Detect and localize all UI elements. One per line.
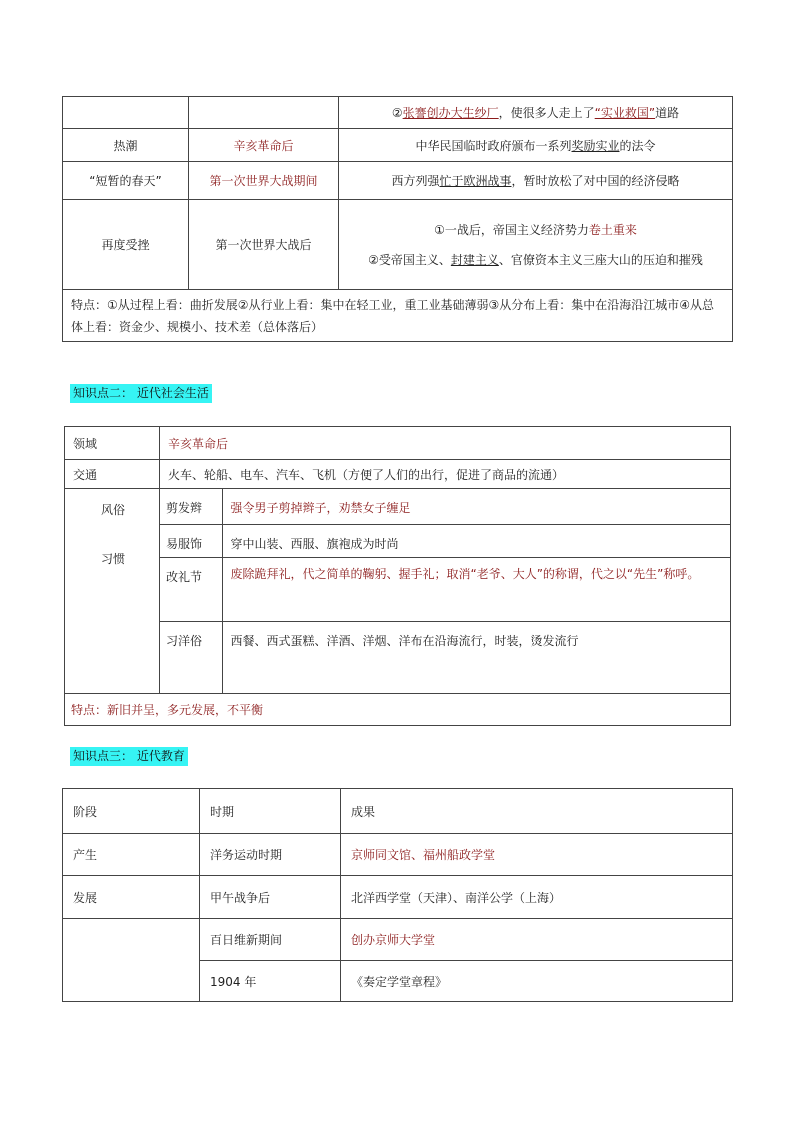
cell: 易服饰	[160, 524, 222, 557]
cell: 强令男子剪掉辫子，劝禁女子缠足	[222, 489, 730, 524]
text: 张謇创办大生纱厂	[402, 106, 499, 120]
industry-table	[62, 96, 733, 342]
table-row	[63, 290, 733, 342]
cell: 产生	[63, 834, 200, 876]
cell: 甲午战争后	[200, 876, 341, 919]
section-heading: 知识点二： 近代社会生活	[70, 384, 212, 403]
cell	[63, 919, 200, 1002]
cell: 创办京师大学堂	[341, 919, 733, 961]
table-row	[63, 200, 733, 290]
cell	[160, 489, 731, 694]
summary-text: 特点：①从过程上看：曲折发展②从行业上看：集中在轻工业，重工业基础薄弱③从分布上看：集中在沿海沿江城市④从总体上看：资金少、规模小、技术差（总体落后）	[71, 297, 715, 334]
text: 中华民国临时政府颁布一系列	[415, 138, 572, 153]
table-row	[160, 489, 730, 524]
text: 奖励实业	[571, 138, 620, 153]
table-row	[63, 789, 733, 834]
table-row	[160, 621, 730, 693]
custom-subtable	[160, 489, 730, 693]
cell: 西餐、西式蛋糕、洋酒、洋烟、洋布在沿海流行，时装，烫发流行	[230, 633, 579, 648]
line	[345, 250, 726, 270]
cell	[189, 97, 339, 129]
text: 道路	[655, 106, 680, 120]
table-row	[63, 876, 733, 919]
header-cell: 时期	[200, 789, 341, 834]
cell	[339, 97, 733, 129]
cell: 废除跪拜礼，代之简单的鞠躬、握手礼；取消“老爷、大人”的称谓，代之以“先生”称呼。	[222, 557, 730, 621]
table-row	[160, 524, 730, 557]
cell: 穿中山装、西服、旗袍成为时尚	[222, 524, 730, 557]
education-table	[62, 788, 733, 1002]
table-row	[65, 694, 731, 726]
text: 的法令	[619, 138, 656, 153]
text: “实业救国”	[594, 106, 656, 120]
cell: 火车、轮船、电车、汽车、飞机（方便了人们的出行，促进了商品的流通）	[160, 460, 731, 489]
cell: 京师同文馆、福州船政学堂	[341, 834, 733, 876]
cell	[65, 489, 160, 694]
table-row	[63, 919, 733, 961]
text: ，暂时放松了对中国的经济侵略	[511, 174, 680, 188]
table-row	[65, 460, 731, 489]
table-row	[63, 834, 733, 876]
line	[345, 220, 726, 240]
cell: 辛亥革命后	[160, 427, 731, 460]
text: 封建主义	[450, 252, 499, 267]
section-heading: 知识点三： 近代教育	[70, 747, 188, 766]
text: 忙于欧洲战事	[439, 174, 512, 188]
header-cell: 阶段	[63, 789, 200, 834]
table-row	[65, 489, 731, 694]
cell: 交通	[65, 460, 160, 489]
cell	[339, 129, 733, 162]
cell	[339, 162, 733, 200]
text: ，使很多人走上了	[498, 106, 595, 120]
cell	[63, 97, 189, 129]
cell: 习洋俗	[160, 621, 222, 693]
table-row	[63, 97, 733, 129]
cell: 1904 年	[200, 961, 341, 1002]
cell: 发展	[63, 876, 200, 919]
cell: 改礼节	[160, 557, 222, 621]
cell: 领域	[65, 427, 160, 460]
cell: 《奏定学堂章程》	[341, 961, 733, 1002]
text: ②	[391, 106, 403, 120]
cell: 热潮	[63, 129, 189, 162]
cell	[339, 200, 733, 290]
table-row	[63, 129, 733, 162]
cell: 辛亥革命后	[189, 129, 339, 162]
social-life-table	[64, 426, 731, 726]
label: 风俗	[101, 503, 126, 517]
cell: “短暂的春天”	[63, 162, 189, 200]
text: ②受帝国主义、	[368, 252, 451, 267]
cell: 剪发辫	[160, 489, 222, 524]
label: 习惯	[101, 552, 126, 566]
text: 、官僚资本主义三座大山的压迫和摧残	[498, 252, 703, 267]
cell: 再度受挫	[63, 200, 189, 290]
summary-cell	[63, 290, 733, 342]
cell: 北洋西学堂（天津）、南洋公学（上海）	[341, 876, 733, 919]
table-row	[160, 557, 730, 621]
table-row	[65, 427, 731, 460]
table-row	[63, 162, 733, 200]
header-cell: 成果	[341, 789, 733, 834]
text: 卷土重来	[588, 222, 637, 237]
cell: 百日维新期间	[200, 919, 341, 961]
text: 西方列强	[391, 174, 440, 188]
text: ①一战后，帝国主义经济势力	[434, 222, 589, 237]
cell: 第一次世界大战后	[189, 200, 339, 290]
cell: 第一次世界大战期间	[189, 162, 339, 200]
cell: 洋务运动时期	[200, 834, 341, 876]
summary-cell: 特点：新旧并呈，多元发展，不平衡	[65, 694, 731, 726]
